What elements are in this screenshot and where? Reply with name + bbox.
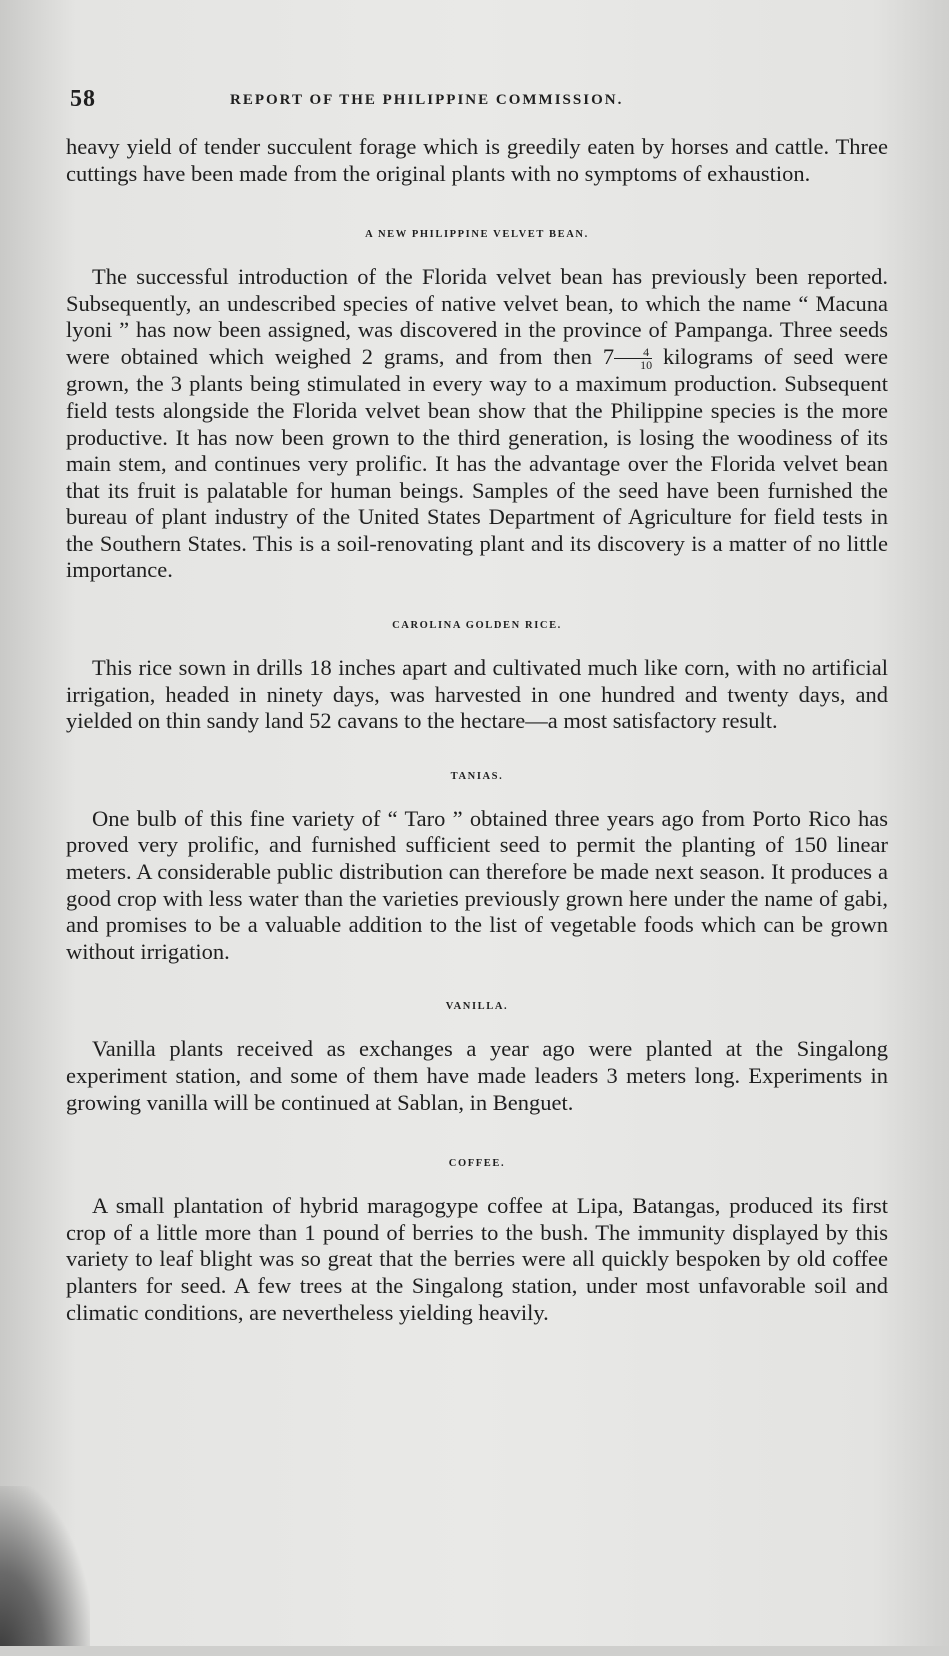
paragraph-tanias: One bulb of this fine variety of “ Taro ” obtained three years ago from Porto Rico has proved very prolific, and furnished sufficient seed to permit the planting of 150 linear meters. A considerable public distribution can therefore be made next season. It produces a good crop with less water than the varieties previously grown here under the name of gabi, and promises to be a valuable addition to the list of vegetable foods which can be grown without irrigation. bbox=[66, 805, 888, 964]
section-heading-velvet-bean: A NEW PHILIPPINE VELVET BEAN. bbox=[365, 229, 589, 241]
scan-shadow bbox=[0, 1486, 90, 1656]
page-number: 58 bbox=[70, 86, 96, 112]
paragraph-velvet-bean bbox=[66, 264, 888, 584]
fraction-denominator: 10 bbox=[614, 358, 652, 371]
paragraph-vanilla: Vanilla plants received as exchanges a year ago were planted at the Singalong experiment station, and some of them have made leaders 3 meters long. Experiments in growing vanilla will be continued at Sablan, in Benguet. bbox=[66, 1036, 888, 1115]
velvet-bean-text-part1: The successful introduction of the Florida velvet bean has previously been reported. Subsequently, an undescribed species of native velvet bean, to which the name “ Macuna lyoni ” has now been assigned, was discovered in the province of Pampanga. Three seeds were obtained which weighed 2 grams, and from then 7 bbox=[66, 264, 888, 369]
fraction-seven-four-tenths bbox=[614, 346, 652, 371]
section-heading-vanilla: VANILLA. bbox=[445, 1001, 509, 1013]
running-head: REPORT OF THE PHILIPPINE COMMISSION. bbox=[230, 92, 624, 108]
paragraph-coffee: A small plantation of hybrid maragogype coffee at Lipa, Batangas, produced its first crop of a little more than 1 pound of berries to the bush. The immunity displayed by this variety to leaf blight was so great that the berries were all quickly bespoken by old coffee planters for seed. A few trees at the Singalong station, under most unfavorable soil and climatic conditions, are nevertheless yielding heavily. bbox=[66, 1193, 888, 1325]
section-heading-tanias: TANIAS. bbox=[450, 770, 504, 782]
paragraph-carolina-rice: This rice sown in drills 18 inches apart and cultivated much like corn, with no artificial irrigation, headed in ninety days, was harvested in one hundred and twenty days, and yielded on thin sandy land 52 cavans to the hectare—a most satisfactory result. bbox=[66, 655, 888, 734]
velvet-bean-text-part2: kilograms of seed were grown, the 3 plants being stimulated in every way to a maximum production. Subsequent field tests alongside the Florida velvet bean show that the Philippine species is the more productive. It has now been grown to the third generation, is losing the woodiness of its main stem, and continues very prolific. It has the advantage over the Florida velvet bean that its fruit is palatable for human beings. Samples of the seed have been furnished the bureau of plant industry of the United States Department of Agriculture for field tests in the Southern States. This is a soil-renovating plant and its discovery is a matter of no little importance. bbox=[66, 343, 888, 583]
page-header bbox=[70, 86, 890, 114]
fraction-numerator: 4 bbox=[643, 345, 650, 360]
scan-footer-strip bbox=[0, 1646, 949, 1656]
section-heading-coffee: COFFEE. bbox=[448, 1158, 506, 1170]
page-body bbox=[66, 134, 888, 1326]
section-heading-carolina-rice: CAROLINA GOLDEN RICE. bbox=[392, 620, 562, 632]
intro-paragraph: heavy yield of tender succulent forage which is greedily eaten by horses and cattle. Three cuttings have been made from the original plants with no symptoms of exhaustion. bbox=[66, 134, 888, 186]
